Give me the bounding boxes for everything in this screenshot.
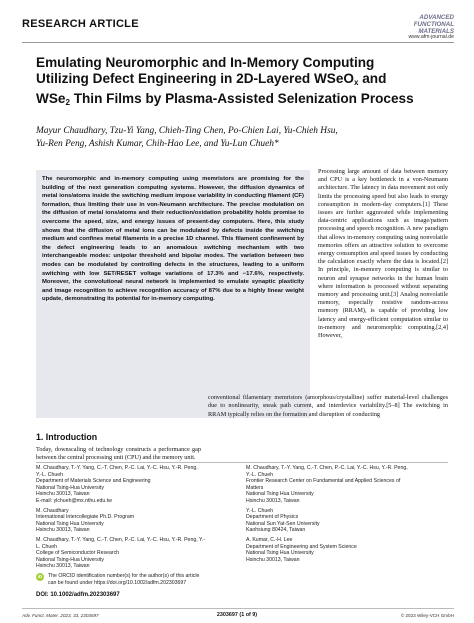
- body-text-right-column: Processing large amount of data between memory and CPU is a key bottleneck in a von-Neumann architecture. The latency in data movement not only limits the processing speed but also leads to energy consumption in modern-day computers.[1] These issues are further aggravated while implementing data-centric applications such as image/pattern processing and speech recognition. A new paradigm that allows in-memory computing using nonvolatile memories offers an attractive solution to overcome energy consumption and speed issues by conducting the calculation exactly where the data is located.[2] In principle, in-memory computing is similar to neuron and synapse networks in the human brain where information is processed without separating memory and processing unit.[3] Analog nonvolatile memory, especially resistive random-access memory (RRAM), is capable of providing low latency and energy-efficient computation similar to in-memory and neuromorphic computing.[2,4] However,: [318, 168, 448, 340]
- journal-logo: [414, 14, 454, 35]
- author-line: Mayur Chaudhary, Tzu-Yi Yang, Chieh-Ting Chen, Po-Chien Lai, Yu-Chieh Hsu,: [36, 126, 338, 136]
- title-line: WSe$_2$ Thin Films by Plasma-Assisted Selenization Process: [36, 91, 414, 107]
- orcid-link[interactable]: can be found under https://doi.org/10.1002/adfm.202303697: [48, 579, 187, 586]
- footer-page-number: 2303697 (1 of 9): [216, 612, 258, 618]
- affiliation-block: M. Chaudhary, T.-Y. Yang, C.-T. Chen, P.-C. Lai, Y.-C. Hsu, Y.-R. Peng, Y.-L. Chueh Department of Materials Science and Engineering National Tsing-Hua University Hsinchu 30013, Taiwan E-mail: ylchueh@mx.nthu.edu.tw: [36, 465, 198, 504]
- logo-line: ADVANCED: [419, 14, 454, 21]
- affiliation-divider: [36, 462, 448, 463]
- affiliations-left: [36, 465, 236, 586]
- affiliation-block: M. Chaudhary, T.-Y. Yang, C.-T. Chen, P.-C. Lai, Y.-C. Hsu, Y.-R. Peng, Y.-L. Chueh Frontier Research Center on Fundamental and Applied Sciences of Matters National Tsing Hua University Hsinchu 30013, Taiwan: [246, 465, 408, 504]
- affiliation-block: M. Chaudhary International Intercollegiate Ph.D. Program National Tsing Hua University Hsinchu 30013, Taiwan: [36, 507, 135, 534]
- title-line: Emulating Neuromorphic and In-Memory Computing: [36, 55, 375, 70]
- footer-citation: Adv. Funct. Mater. 2023, 33, 2303697: [22, 613, 99, 618]
- logo-line: MATERIALS: [418, 28, 454, 35]
- abstract-box: The neuromorphic and in-memory computing using memristors are promising for the building of the next generation computing systems. However, the diffusion dynamics of metal ions/atoms inside the switching medium impose variability in conducting filament (CF) formation, thus limiting their use in von-Neumann architecture. The precise modulation on the diffusion of metal ions/atoms and their reduction/oxidation probability holds promise to overcome the speed, size, and energy issues of present-day computers. Here, this study shows that the diffusion of metal ions can be modulated by defects inside the switching medium and confines metal filaments in a precise 1D channel. This filament confinement by the defect engineering leads to an anomalous switching mechanism with two interchangeable modes: unipolar threshold and bipolar modes. The variation between two modes can be modulated by controlling defects in the structures, leading to a uniform switching with low SET/RESET voltage variations of 17.3% and −17.6%, respectively. Moreover, the convolutional neural network is implemented to emulate synaptic plasticity and image recognition to achieve recognition accuracy of 87% due to a highly linear weight update, demonstrating its potential for in-memory computing.: [36, 170, 310, 418]
- orcid-icon[interactable]: iD: [36, 573, 44, 581]
- journal-url[interactable]: www.afm-journal.de: [408, 34, 454, 40]
- footer-divider: [22, 608, 454, 609]
- author-line: Yu-Ren Peng, Ashish Kumar, Chih-Hao Lee, and Yu-Lun Chueh*: [36, 139, 279, 149]
- affiliation-block: Y.-L. Chueh Department of Physics National Sun Yat-Sen University Kaohsiung 80424, Taiwan: [246, 507, 320, 534]
- section-heading-introduction: 1. Introduction: [36, 432, 98, 442]
- logo-line: FUNCTIONAL: [413, 21, 454, 28]
- introduction-text: Today, downscaling of technology constructs a performance gap between the central processing unit (CPU) and the memory unit.: [36, 446, 201, 462]
- page-header: [22, 12, 454, 42]
- article-title: [36, 55, 446, 111]
- doi-label[interactable]: DOI: 10.1002/adfm.202303697: [36, 592, 120, 598]
- affiliation-block: M. Chaudhary, T.-Y. Yang, C.-T. Chen, P.-C. Lai, Y.-C. Hsu, Y.-R. Peng, Y.- L. Chueh College of Semiconductor Research National Tsing-Hua University Hsinchu 30013, Taiwan: [36, 536, 205, 570]
- footer-copyright: © 2023 Wiley-VCH GmbH: [400, 613, 454, 618]
- affiliations-right: [246, 465, 451, 566]
- header-divider: [22, 42, 454, 43]
- orcid-text: The ORCID identification number(s) for the author(s) of this article: [48, 572, 200, 579]
- article-type-label: RESEARCH ARTICLE: [22, 18, 139, 30]
- body-text-continuation: conventional filamentary memristors (amorphous/crystalline) suffer material-level challenges due to nonlinearity, sneak path current, and interdevice variability.[5–8] The switching in RRAM typically relies on the formation and disruption of conducting: [208, 394, 448, 418]
- author-list: [36, 125, 436, 151]
- affiliation-block: A. Kumar, C.-H. Lee Department of Engineering and System Science National Tsing Hua University Hsinchu 30013, Taiwan: [246, 536, 357, 563]
- title-line: Utilizing Defect Engineering in 2D-Layered WSeO$_x$ and: [36, 71, 387, 87]
- orcid-note: [36, 573, 236, 586]
